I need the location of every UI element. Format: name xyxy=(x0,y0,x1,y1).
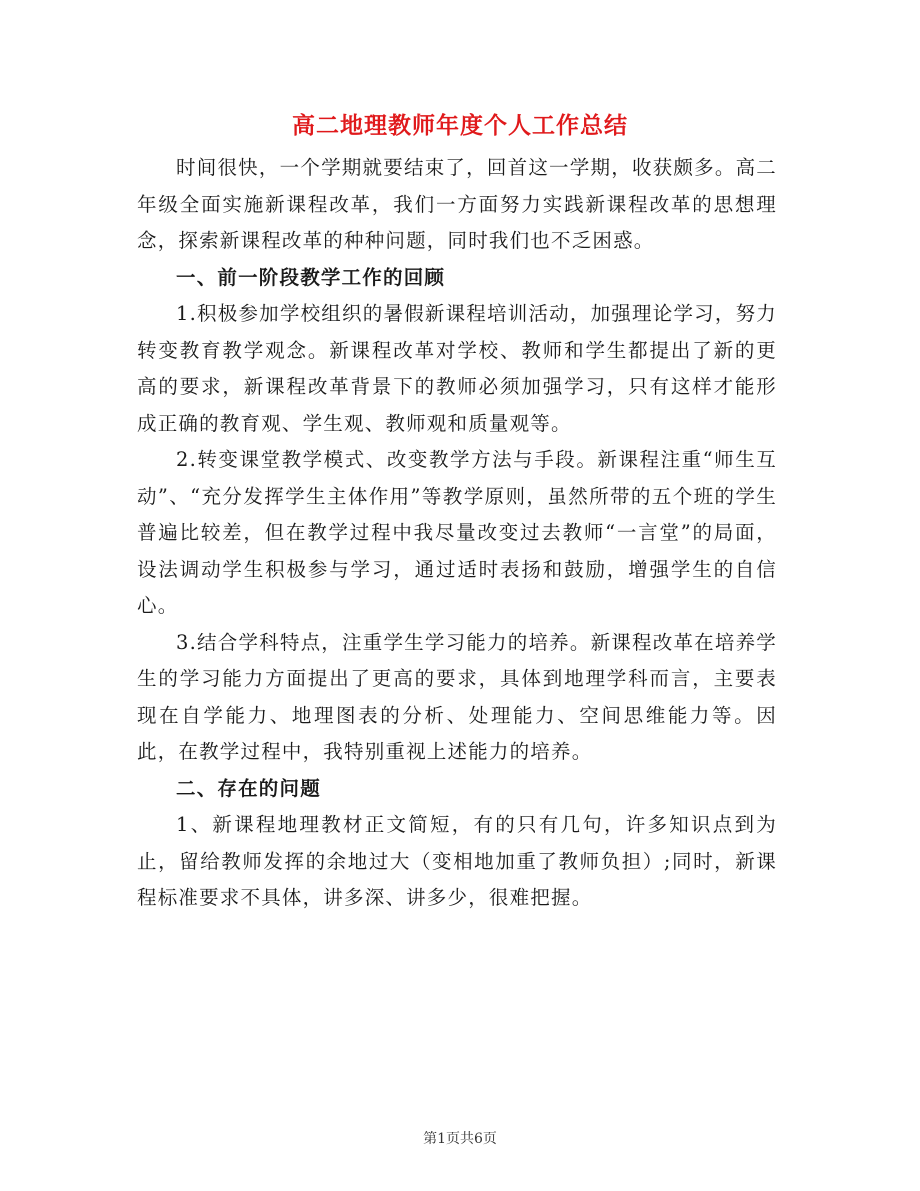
paragraph-problem-1: 1、新课程地理教材正文简短，有的只有几句，许多知识点到为止，留给教师发挥的余地过大（变相地加重了教师负担）;同时，新课程标准要求不具体，讲多深、讲多少，很难把握。 xyxy=(137,813,777,909)
paragraph-intro: 时间很快，一个学期就要结束了，回首这一学期，收获颇多。高二年级全面实施新课程改革，我们一方面努力实践新课程改革的思想理念，探索新课程改革的种种问题，同时我们也不乏困惑。 xyxy=(137,156,777,252)
section-heading-review: 一、前一阶段教学工作的回顾 xyxy=(176,265,446,289)
paragraph-review-3: 3.结合学科特点，注重学生学习能力的培养。新课程改革在培养学生的学习能力方面提出了更高的要求，具体到地理学科而言，主要表现在自学能力、地理图表的分析、处理能力、空间思维能力等。因此，在教学过程中，我特别重视上述能力的培养。 xyxy=(137,630,777,763)
paragraph-review-2: 2.转变课堂教学模式、改变教学方法与手段。新课程注重“师生互动”、“充分发挥学生主体作用”等教学原则，虽然所带的五个班的学生普遍比较差，但在教学过程中我尽量改变过去教师“一言堂”的局面，设法调动学生积极参与学习，通过适时表扬和鼓励，增强学生的自信心。 xyxy=(137,448,777,617)
page-footer: 第1页共6页 xyxy=(423,1131,497,1147)
paragraph-review-1: 1.积极参加学校组织的暑假新课程培训活动，加强理论学习，努力转变教育教学观念。新课程改革对学校、教师和学生都提出了新的更高的要求，新课程改革背景下的教师必须加强学习，只有这样才能形成正确的教育观、学生观、教师观和质量观等。 xyxy=(137,302,777,435)
document-title: 高二地理教师年度个人工作总结 xyxy=(292,112,628,139)
section-heading-problems: 二、存在的问题 xyxy=(176,776,321,800)
document-body xyxy=(137,150,777,917)
